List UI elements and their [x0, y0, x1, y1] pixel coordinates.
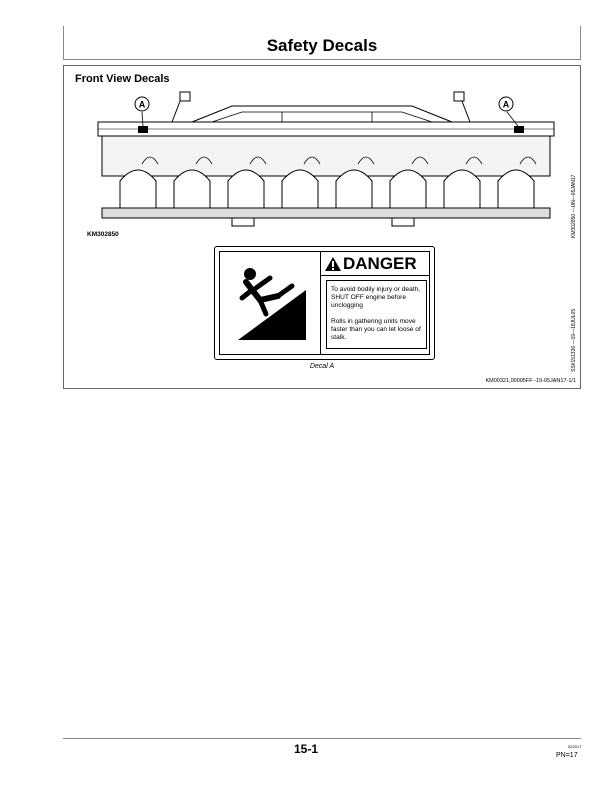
- header-front-view-illustration: [82, 86, 562, 236]
- callout-a-icon: [499, 97, 513, 111]
- fall-hazard-icon: [220, 252, 320, 352]
- signal-word: DANGER: [343, 254, 417, 273]
- decal-message-box: [326, 280, 427, 349]
- section-heading: Front View Decals: [75, 73, 170, 85]
- figure-side-code: KM302850 —UN—05JAN17: [571, 174, 577, 238]
- callout-a-icon: [135, 97, 149, 111]
- footer-rule: [63, 738, 581, 739]
- callout-a-label-right: A: [502, 99, 510, 110]
- decal-message-2: Rolls in gathering units move faster than you can let loose of stalk.: [331, 318, 421, 341]
- fall-hazard-pictogram: [220, 252, 321, 354]
- decal-message-1: To avoid bodily injury or death, SHUT OFF engine before unclogging: [331, 286, 421, 309]
- decal-inner-border: [219, 251, 430, 355]
- figure-label: KM302850: [87, 231, 119, 238]
- decal-caption: Decal A: [309, 363, 335, 370]
- warning-triangle-icon: [324, 256, 342, 272]
- reference-code: KM00321,00005FF -19-05JAN17-1/1: [485, 378, 576, 384]
- callout-a-label-left: A: [138, 99, 146, 110]
- page-number: 15-1: [293, 742, 319, 756]
- title-bar: [63, 26, 581, 60]
- footer-date-code: 022017: [568, 744, 582, 749]
- danger-header: [321, 252, 429, 276]
- page-title: Safety Decals: [266, 36, 378, 55]
- footer-pn: PN=17: [556, 752, 578, 759]
- decal-side-code: SS#151336 —19—18JUL05: [571, 308, 577, 372]
- content-frame: [63, 65, 581, 389]
- danger-decal: [214, 246, 435, 360]
